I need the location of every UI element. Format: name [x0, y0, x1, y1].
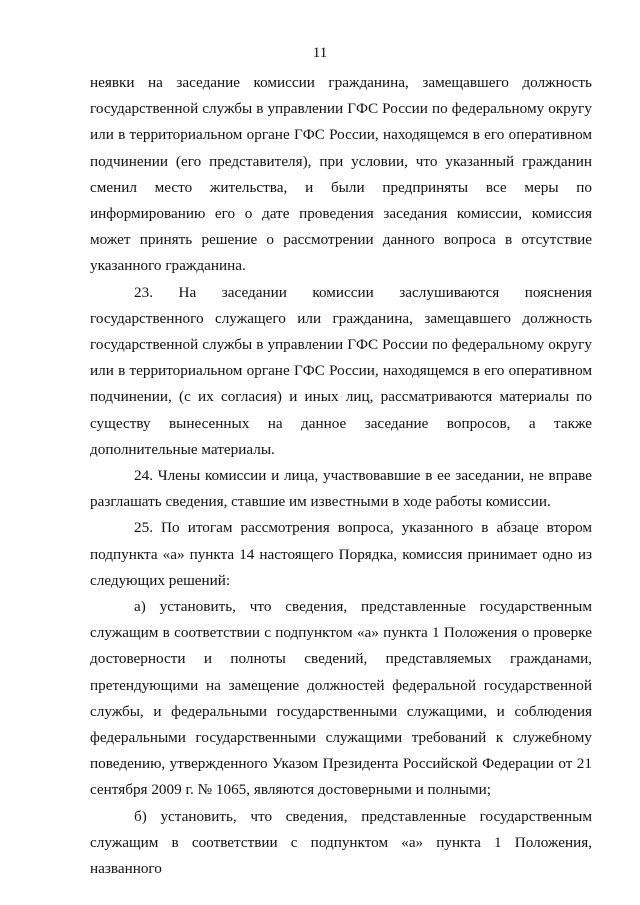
paragraph-continuation: неявки на заседание комиссии гражданина, замещавшего должность государственной службы в управлении ГФС России по федеральному округу или в территориальном органе ГФС России, находящемся в его оперативном подчинении (его представителя), при условии, что указанный гражданин сменил место жительства, и были предприняты все меры по информированию его о дате проведения заседания комиссии, комиссия может принять решение о рассмотрении данного вопроса в отсутствие указанного гражданина.: [90, 74, 592, 275]
paragraph-25-b: б) установить, что сведения, представленные государственным служащим в соответствии с подпунктом «а» пункта 1 Положения, названного: [90, 807, 592, 878]
page-number: 11: [312, 45, 328, 61]
paragraph-23: 23. На заседании комиссии заслушиваются пояснения государственного служащего или гражданина, замещавшего должность государственной службы в управлении ГФС России по федеральному округу или в территориальном органе ГФС России, находящемся в его оперативном подчинении, (с их согласия) и иных лиц, рассматриваются материалы по существу вынесенных на данное заседание вопросов, а также дополнительные материалы.: [90, 283, 592, 458]
document-body: [90, 70, 592, 882]
paragraph-25: 25. По итогам рассмотрения вопроса, указанного в абзаце втором подпункта «а» пункта 14 настоящего Порядка, комиссия принимает одно из следующих решений:: [90, 519, 592, 589]
paragraph-24: 24. Члены комиссии и лица, участвовавшие в ее заседании, не вправе разглашать сведения, ставшие им известными в ходе работы комиссии.: [90, 467, 592, 511]
paragraph-25-a: а) установить, что сведения, представленные государственным служащим в соответствии с подпунктом «а» пункта 1 Положения о проверке достоверности и полноты сведений, представляемых гражданами, претендующими на замещение должностей федеральной государственной службы, и федеральными государственными служащими, и соблюдения федеральными государственными служащими требований к служебному поведению, утвержденного Указом Президента Российской Федерации от 21 сентября 2009 г. № 1065, являются достоверными и полными;: [90, 598, 592, 799]
